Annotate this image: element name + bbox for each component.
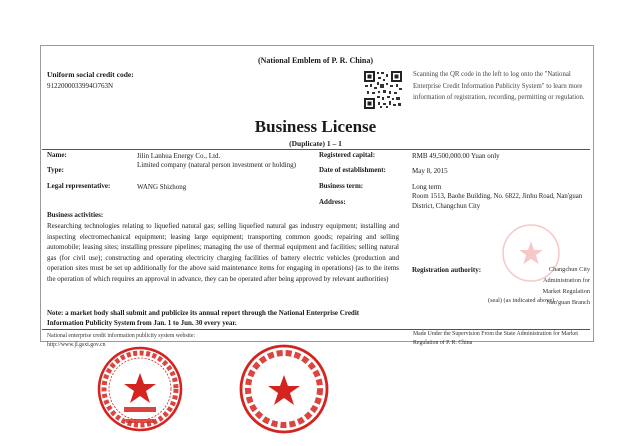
- footer-website-url[interactable]: http://www.jl.gsxt.gov.cn: [47, 342, 106, 348]
- header-divider: [42, 149, 590, 150]
- business-activities-text: Researching technologies relating to liquefied natural gas; selling liquefied natural gas industry equipment; installing and inspecting electromechanical equipment; leasing large equipment; transporting common goods; repairing and selling automobile; leasing sites; installing pressure pipelines; managing the use of thermal equipment and facilities; selling natural gas (for civil use); constructing and operating electricity charging facilities of battery electric vehicles (production and operation sites must be set up additionally for the above said maintenance items for engaging in operations) (as to the items the operation of which requires an approval in advance, they can be operated after being approved by relevant authorities): [47, 222, 399, 283]
- business-activities-label: Business activities:: [47, 211, 104, 219]
- establishment-date-label: Date of establishment:: [319, 166, 386, 174]
- capital-label: Registered capital:: [319, 151, 376, 159]
- business-term-value: Long term: [412, 183, 442, 191]
- seal-note: (seal) (as indicated above): [488, 297, 555, 304]
- translation-seal-left: [96, 345, 184, 433]
- uscc-label: Uniform social credit code:: [47, 70, 134, 79]
- establishment-date-value: May 8, 2015: [412, 167, 448, 175]
- registration-authority-label: Registration authority:: [412, 266, 482, 274]
- annual-report-note: Note: a market body shall submit and publicize its annual report through the National Enterprise Credit Information Publicity System from Jan. 1 to Jun. 30 every year.: [47, 309, 360, 327]
- national-emblem-caption: (National Emblem of P. R. China): [257, 56, 374, 65]
- registration-authority-value: Changchun City Administration for Market Regulation Nan'guan Branch: [542, 266, 590, 306]
- address-label: Address:: [319, 198, 346, 206]
- translation-seal-right: [238, 343, 330, 435]
- qr-instruction-text: Scanning the QR code in the left to log onto the "National Enterprise Credit Information Publicity System" to learn more information of registration, recording, permitting or regulation.: [413, 71, 585, 101]
- footer-website-label: National enterprise credit information publicity system website:: [47, 333, 196, 339]
- document-title: Business License: [254, 117, 377, 136]
- uscc-value: 9122000033994O763N: [47, 82, 114, 90]
- name-value: Jilin Lanhua Energy Co., Ltd.: [137, 152, 221, 160]
- legal-rep-value: WANG Shizhong: [137, 183, 187, 191]
- duplicate-number: (Duplicate) 1 – 1: [289, 139, 342, 148]
- type-label: Type:: [47, 166, 64, 174]
- qr-code[interactable]: [363, 70, 403, 110]
- legal-rep-label: Legal representative:: [47, 182, 111, 190]
- business-term-label: Business term:: [319, 182, 364, 190]
- footer-supervision-text: Made Under the Supervision From the State Administration for Market Regulation of P. R. China: [413, 331, 579, 346]
- name-label: Name:: [47, 151, 67, 159]
- address-value: Room 1513, Baohe Building, No. 6822, Jinhu Road, Nan'guan District, Changchun City: [412, 193, 583, 210]
- capital-value: RMB 49,500,000.00 Yuan only: [412, 152, 500, 160]
- type-value: Limited company (natural person investment or holding): [137, 161, 297, 169]
